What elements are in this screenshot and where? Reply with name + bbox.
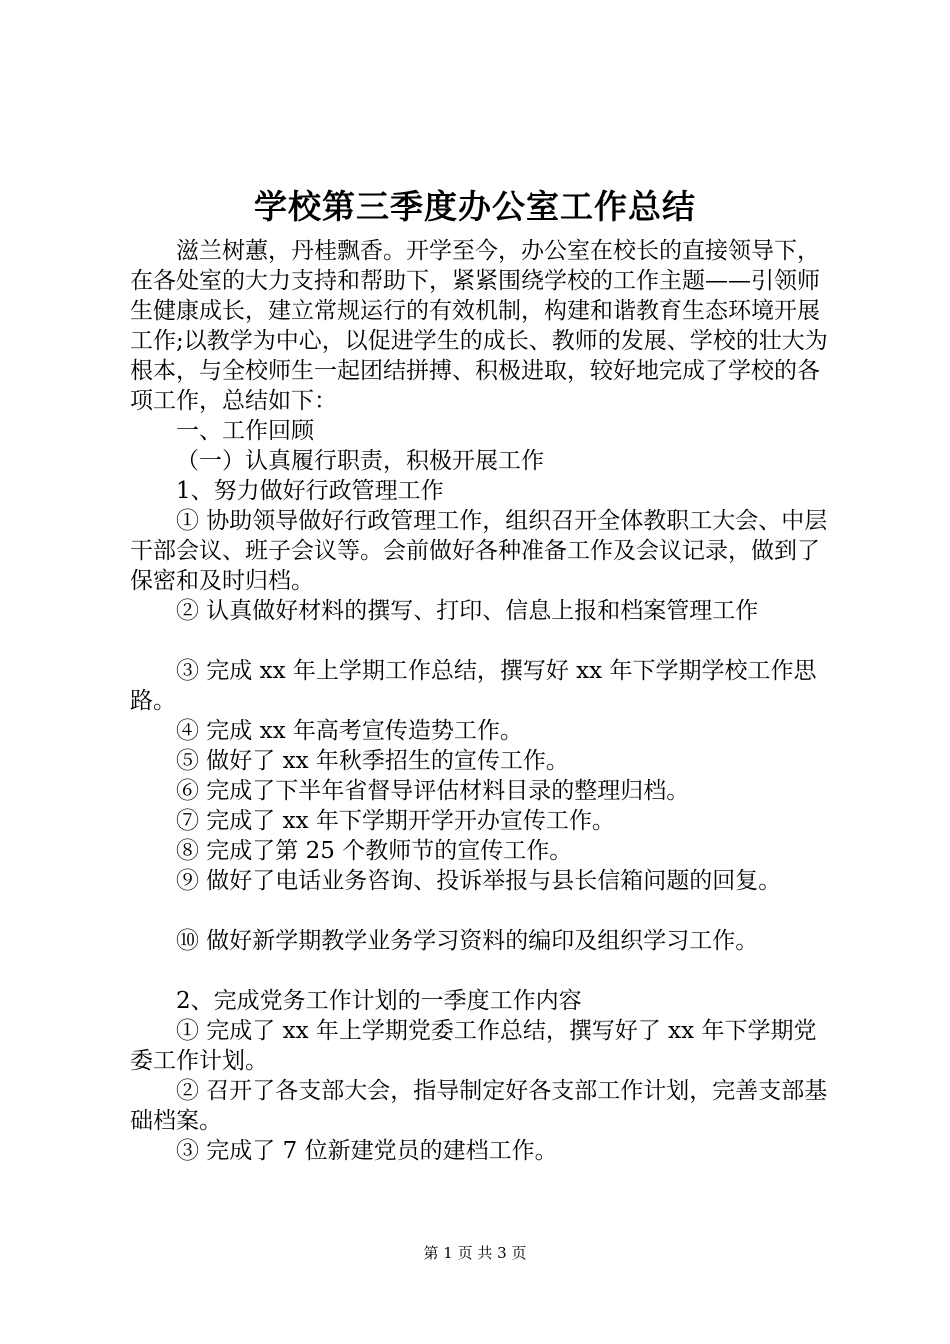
list-item: ① 协助领导做好行政管理工作，组织召开全体教职工大会、中层干部会议、班子会议等。会前做好各种准备工作及会议记录，做到了保密和及时归档。 (130, 508, 828, 594)
section-heading: 一、工作回顾 (176, 418, 314, 444)
list-item: ② 召开了各支部大会，指导制定好各支部工作计划，完善支部基础档案。 (130, 1078, 828, 1134)
item-heading: 2、完成党务工作计划的一季度工作内容 (176, 988, 582, 1014)
page-footer: 第 1 页 共 3 页 (423, 1244, 527, 1262)
list-item: ② 认真做好材料的撰写、打印、信息上报和档案管理工作 (176, 598, 759, 624)
subsection-heading: （一）认真履行职责，积极开展工作 (176, 448, 544, 474)
list-item: ① 完成了 xx 年上学期党委工作总结，撰写好了 xx 年下学期党委工作计划。 (130, 1018, 817, 1074)
list-item: ④ 完成 xx 年高考宣传造势工作。 (176, 718, 523, 744)
list-item: ⑧ 完成了第 25 个教师节的宣传工作。 (176, 838, 573, 864)
list-item: ⑩ 做好新学期教学业务学习资料的编印及组织学习工作。 (176, 928, 759, 954)
document-body (130, 236, 830, 1166)
list-item: ⑨ 做好了电话业务咨询、投诉举报与县长信箱问题的回复。 (176, 868, 782, 894)
item-heading: 1、努力做好行政管理工作 (176, 478, 444, 504)
list-item: ⑥ 完成了下半年省督导评估材料目录的整理归档。 (176, 778, 690, 804)
list-item: ⑦ 完成了 xx 年下学期开学开办宣传工作。 (176, 808, 615, 834)
blank-line (130, 956, 830, 986)
blank-line (130, 896, 830, 926)
list-item: ③ 完成了 7 位新建党员的建档工作。 (176, 1138, 558, 1164)
list-item: ③ 完成 xx 年上学期工作总结，撰写好 xx 年下学期学校工作思路。 (130, 658, 817, 714)
intro-paragraph: 滋兰树蕙，丹桂飘香。开学至今，办公室在校长的直接领导下，在各处室的大力支持和帮助下，紧紧围绕学校的工作主题——引领师生健康成长，建立常规运行的有效机制，构建和谐教育生态环境开展工作;以教学为中心，以促进学生的成长、教师的发展、学校的壮大为根本，与全校师生一起团结拼搏、积极进取，较好地完成了学校的各项工作，总结如下： (130, 238, 828, 414)
document-title: 学校第三季度办公室工作总结 (254, 187, 696, 226)
list-item: ⑤ 做好了 xx 年秋季招生的宣传工作。 (176, 748, 569, 774)
blank-line (130, 626, 830, 656)
